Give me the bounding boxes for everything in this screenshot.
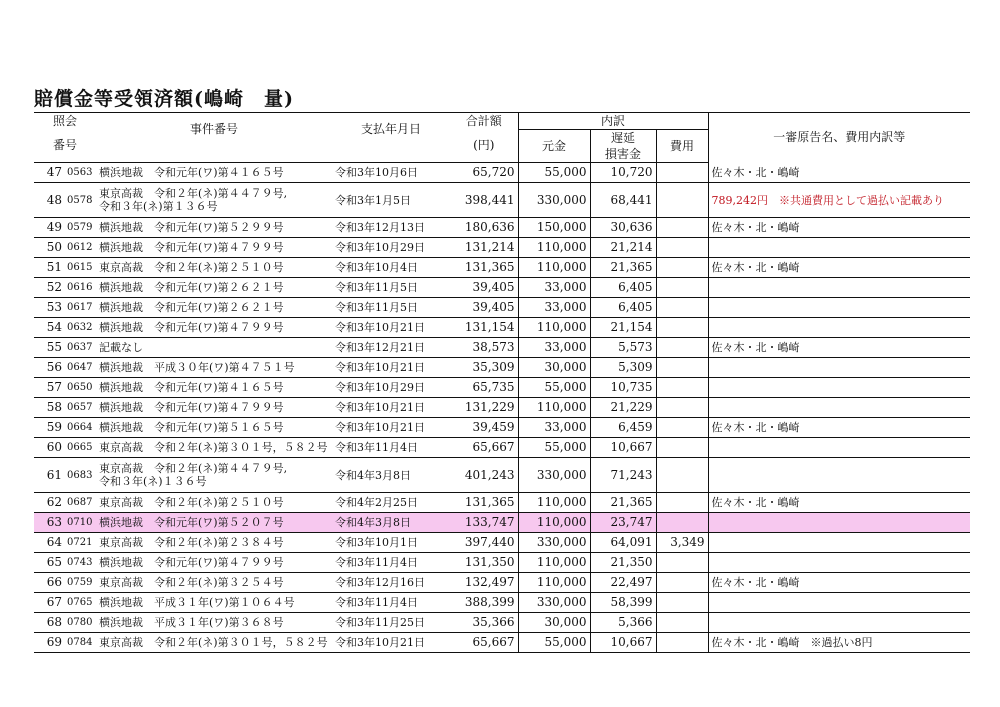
row-index: 69: [34, 633, 64, 653]
row-index: 59: [34, 418, 64, 438]
row-ref-number: 0664: [64, 418, 96, 438]
row-note: 佐々木・北・嶋崎: [708, 418, 970, 438]
row-court: 横浜地裁: [99, 616, 144, 629]
row-total: 388,399: [450, 593, 518, 613]
row-index: 68: [34, 613, 64, 633]
row-case: [96, 573, 332, 593]
row-index: 64: [34, 533, 64, 553]
row-principal: 55,000: [518, 378, 590, 398]
row-case-line1: 令和２年(ネ)第４４７９号,: [154, 462, 288, 475]
table-row: [34, 258, 970, 278]
row-index: 52: [34, 278, 64, 298]
row-note: [708, 438, 970, 458]
row-payment-date: 令和3年10月21日: [332, 633, 450, 653]
row-principal: 330,000: [518, 533, 590, 553]
row-payment-date: 令和3年10月21日: [332, 398, 450, 418]
row-index: 60: [34, 438, 64, 458]
row-index: 55: [34, 338, 64, 358]
row-note: [708, 378, 970, 398]
row-ref-number: 0563: [64, 163, 96, 183]
row-cost: [656, 513, 708, 533]
row-delay-damages: 5,309: [590, 358, 656, 378]
row-delay-damages: 21,154: [590, 318, 656, 338]
table-row: [34, 573, 970, 593]
row-case-line1: 令和２年(ネ)第３０１号，５８２号: [154, 441, 328, 454]
row-case-line1: 令和２年(ネ)第３２５４号: [154, 576, 284, 589]
row-case-line1: 令和元年(ワ)第５２９９号: [154, 221, 284, 234]
payment-ledger-table: [34, 112, 970, 653]
row-case: [96, 238, 332, 258]
row-ref-number: 0784: [64, 633, 96, 653]
row-payment-date: 令和3年10月6日: [332, 163, 450, 183]
row-cost: [656, 183, 708, 218]
row-principal: 110,000: [518, 318, 590, 338]
table-row: [34, 553, 970, 573]
row-ref-number: 0647: [64, 358, 96, 378]
row-total: 131,350: [450, 553, 518, 573]
row-case: [96, 338, 332, 358]
row-case-line1: 令和２年(ネ)第３０１号，５８２号: [154, 636, 328, 649]
row-court: 横浜地裁: [99, 401, 144, 414]
row-case: [96, 613, 332, 633]
row-case-line1: 令和２年(ネ)第２５１０号: [154, 261, 284, 274]
row-court: 東京高裁: [99, 261, 144, 274]
row-note: [708, 238, 970, 258]
row-cost: [656, 438, 708, 458]
row-payment-date: 令和3年10月1日: [332, 533, 450, 553]
row-case: [96, 633, 332, 653]
row-court: 横浜地裁: [99, 241, 144, 254]
row-total: 38,573: [450, 338, 518, 358]
row-index: 53: [34, 298, 64, 318]
row-delay-damages: 21,365: [590, 493, 656, 513]
row-cost: [656, 418, 708, 438]
row-delay-damages: 68,441: [590, 183, 656, 218]
row-total: 35,309: [450, 358, 518, 378]
row-payment-date: 令和3年12月13日: [332, 218, 450, 238]
row-index: 56: [34, 358, 64, 378]
row-principal: 150,000: [518, 218, 590, 238]
header-delay: 遅延: [590, 130, 656, 147]
header-cost: 費用: [656, 130, 708, 163]
row-cost: [656, 358, 708, 378]
row-total: 133,747: [450, 513, 518, 533]
row-index: 61: [34, 458, 64, 493]
row-principal: 55,000: [518, 633, 590, 653]
row-principal: 55,000: [518, 438, 590, 458]
row-total: 39,459: [450, 418, 518, 438]
row-note: [708, 613, 970, 633]
table-row: [34, 438, 970, 458]
row-case: [96, 183, 332, 218]
row-index: 62: [34, 493, 64, 513]
row-case: [96, 163, 332, 183]
table-row: [34, 358, 970, 378]
row-cost: [656, 258, 708, 278]
row-case-line1: 令和元年(ワ)第４７９９号: [154, 401, 284, 414]
row-total: 131,365: [450, 258, 518, 278]
row-court: 横浜地裁: [99, 596, 144, 609]
row-ref-number: 0617: [64, 298, 96, 318]
row-case: [96, 218, 332, 238]
header-payment-date: 支払年月日: [332, 113, 450, 147]
table-row: [34, 218, 970, 238]
row-total: 131,229: [450, 398, 518, 418]
row-cost: [656, 573, 708, 593]
row-note: 佐々木・北・嶋崎: [708, 493, 970, 513]
row-payment-date: 令和4年3月8日: [332, 513, 450, 533]
row-note: [708, 398, 970, 418]
row-cost: [656, 593, 708, 613]
row-ref-number: 0665: [64, 438, 96, 458]
header-case-number: 事件番号: [96, 113, 332, 147]
row-ref-number: 0579: [64, 218, 96, 238]
row-cost: [656, 458, 708, 493]
row-cost: [656, 613, 708, 633]
row-case: [96, 458, 332, 493]
row-case: [96, 378, 332, 398]
table-row: [34, 278, 970, 298]
row-payment-date: 令和3年11月5日: [332, 278, 450, 298]
row-court: 横浜地裁: [99, 221, 144, 234]
row-payment-date: 令和3年11月5日: [332, 298, 450, 318]
table-row: [34, 163, 970, 183]
row-ref-number: 0657: [64, 398, 96, 418]
row-case-line1: 令和元年(ワ)第５１６５号: [154, 421, 284, 434]
row-case: [96, 358, 332, 378]
row-case-line1: 令和２年(ネ)第２５１０号: [154, 496, 284, 509]
row-principal: 330,000: [518, 183, 590, 218]
row-court: 横浜地裁: [99, 361, 144, 374]
row-court: 横浜地裁: [99, 421, 144, 434]
row-principal: 110,000: [518, 238, 590, 258]
row-cost: [656, 338, 708, 358]
row-ref-number: 0759: [64, 573, 96, 593]
row-note: 佐々木・北・嶋崎: [708, 573, 970, 593]
table-row: [34, 533, 970, 553]
row-total: 39,405: [450, 298, 518, 318]
row-court: 東京高裁: [99, 576, 144, 589]
row-court: 横浜地裁: [99, 516, 144, 529]
row-ref-number: 0683: [64, 458, 96, 493]
row-ref-number: 0632: [64, 318, 96, 338]
row-payment-date: 令和4年2月25日: [332, 493, 450, 513]
row-ref-number: 0612: [64, 238, 96, 258]
row-note: [708, 358, 970, 378]
document-title: 賠償金等受領済額(嶋崎 量): [34, 88, 294, 110]
row-note: 佐々木・北・嶋崎 ※過払い8円: [708, 633, 970, 653]
row-case-line1: 令和元年(ワ)第４７９９号: [154, 241, 284, 254]
row-note: 789,242円 ※共通費用として過払い記載あり: [708, 183, 970, 218]
row-index: 49: [34, 218, 64, 238]
row-ref-number: 0637: [64, 338, 96, 358]
row-cost: [656, 493, 708, 513]
header-principal: 元金: [518, 130, 590, 163]
header-ref-number-bottom: 番号: [34, 130, 96, 163]
row-court: 東京高裁: [99, 187, 144, 200]
row-case-line1: 令和元年(ワ)第２６２１号: [154, 301, 284, 314]
row-delay-damages: 10,720: [590, 163, 656, 183]
row-cost: [656, 218, 708, 238]
row-payment-date: 令和3年11月4日: [332, 553, 450, 573]
row-index: 54: [34, 318, 64, 338]
table-header: [34, 113, 970, 163]
row-case: [96, 553, 332, 573]
row-principal: 33,000: [518, 298, 590, 318]
row-index: 58: [34, 398, 64, 418]
row-index: 47: [34, 163, 64, 183]
table-row: [34, 398, 970, 418]
row-case: [96, 438, 332, 458]
row-case-line1: 令和元年(ワ)第４７９９号: [154, 321, 284, 334]
row-total: 65,720: [450, 163, 518, 183]
header-breakdown: 内訳: [518, 113, 708, 130]
row-ref-number: 0615: [64, 258, 96, 278]
row-case-line1: 平成３１年(ワ)第１０６４号: [154, 596, 295, 609]
row-index: 50: [34, 238, 64, 258]
row-total: 180,636: [450, 218, 518, 238]
row-case: [96, 278, 332, 298]
row-principal: 33,000: [518, 418, 590, 438]
row-payment-date: 令和3年10月21日: [332, 418, 450, 438]
row-case-line1: 令和元年(ワ)第５２０７号: [154, 516, 284, 529]
table-row: [34, 238, 970, 258]
row-ref-number: 0650: [64, 378, 96, 398]
row-payment-date: 令和3年10月29日: [332, 238, 450, 258]
header-delay-bottom: 損害金: [590, 146, 656, 163]
row-delay-damages: 10,667: [590, 438, 656, 458]
row-cost: [656, 238, 708, 258]
row-total: 65,735: [450, 378, 518, 398]
row-total: 35,366: [450, 613, 518, 633]
row-total: 39,405: [450, 278, 518, 298]
table-body: [34, 163, 970, 653]
row-payment-date: 令和3年11月4日: [332, 438, 450, 458]
row-principal: 330,000: [518, 593, 590, 613]
row-delay-damages: 6,405: [590, 278, 656, 298]
row-note: [708, 593, 970, 613]
row-payment-date: 令和3年10月29日: [332, 378, 450, 398]
row-court: 記載なし: [99, 341, 144, 354]
row-cost: [656, 298, 708, 318]
row-payment-date: 令和3年11月25日: [332, 613, 450, 633]
row-case-line1: 平成３１年(ワ)第３６８号: [154, 616, 284, 629]
table-row: [34, 183, 970, 218]
row-ref-number: 0765: [64, 593, 96, 613]
row-cost: [656, 633, 708, 653]
row-note: 佐々木・北・嶋崎: [708, 258, 970, 278]
row-ref-number: 0780: [64, 613, 96, 633]
row-principal: 30,000: [518, 613, 590, 633]
row-case: [96, 533, 332, 553]
row-principal: 33,000: [518, 278, 590, 298]
row-delay-damages: 21,350: [590, 553, 656, 573]
row-payment-date: 令和3年1月5日: [332, 183, 450, 218]
row-delay-damages: 23,747: [590, 513, 656, 533]
row-note: [708, 278, 970, 298]
table-row: [34, 338, 970, 358]
row-principal: 55,000: [518, 163, 590, 183]
row-cost: [656, 163, 708, 183]
row-case: [96, 318, 332, 338]
row-principal: 33,000: [518, 338, 590, 358]
row-delay-damages: 5,366: [590, 613, 656, 633]
row-court: 横浜地裁: [99, 381, 144, 394]
row-case-line1: 令和元年(ワ)第４１６５号: [154, 381, 284, 394]
row-cost: [656, 318, 708, 338]
row-total: 397,440: [450, 533, 518, 553]
table-row: [34, 593, 970, 613]
row-delay-damages: 30,636: [590, 218, 656, 238]
row-note: 佐々木・北・嶋崎: [708, 163, 970, 183]
row-delay-damages: 21,229: [590, 398, 656, 418]
row-principal: 110,000: [518, 398, 590, 418]
row-case-line1: 令和２年(ネ)第４４７９号,: [154, 187, 288, 200]
row-total: 398,441: [450, 183, 518, 218]
row-case: [96, 258, 332, 278]
row-note: [708, 513, 970, 533]
row-index: 63: [34, 513, 64, 533]
row-principal: 110,000: [518, 513, 590, 533]
row-delay-damages: 22,497: [590, 573, 656, 593]
table-row: [34, 318, 970, 338]
header-ref-number: 照会: [34, 113, 96, 130]
row-court: 東京高裁: [99, 496, 144, 509]
row-court: 東京高裁: [99, 441, 144, 454]
row-payment-date: 令和3年10月21日: [332, 318, 450, 338]
row-payment-date: 令和3年10月4日: [332, 258, 450, 278]
row-delay-damages: 58,399: [590, 593, 656, 613]
row-total: 401,243: [450, 458, 518, 493]
row-index: 66: [34, 573, 64, 593]
table-row: [34, 298, 970, 318]
table-row: [34, 378, 970, 398]
header-total-unit: (円): [450, 130, 518, 163]
row-index: 57: [34, 378, 64, 398]
row-case-line2: 令和３年(ネ)１３６号: [99, 475, 207, 488]
row-court: 東京高裁: [99, 536, 144, 549]
row-case: [96, 513, 332, 533]
row-court: 横浜地裁: [99, 301, 144, 314]
row-court: 東京高裁: [99, 462, 144, 475]
row-cost: [656, 553, 708, 573]
row-note: [708, 533, 970, 553]
row-principal: 110,000: [518, 553, 590, 573]
row-court: 横浜地裁: [99, 281, 144, 294]
row-ref-number: 0743: [64, 553, 96, 573]
table-row: [34, 633, 970, 653]
row-case-line1: 平成３０年(ワ)第４７５１号: [154, 361, 295, 374]
row-payment-date: 令和3年10月21日: [332, 358, 450, 378]
row-principal: 110,000: [518, 573, 590, 593]
row-ref-number: 0687: [64, 493, 96, 513]
row-court: 横浜地裁: [99, 321, 144, 334]
table-row: [34, 613, 970, 633]
row-index: 65: [34, 553, 64, 573]
row-delay-damages: 21,214: [590, 238, 656, 258]
header-total: 合計額: [450, 113, 518, 130]
row-delay-damages: 64,091: [590, 533, 656, 553]
row-case-line1: 令和元年(ワ)第２６２１号: [154, 281, 284, 294]
row-note: [708, 298, 970, 318]
row-note: [708, 318, 970, 338]
row-delay-damages: 10,667: [590, 633, 656, 653]
row-principal: 110,000: [518, 493, 590, 513]
row-case: [96, 398, 332, 418]
row-index: 51: [34, 258, 64, 278]
row-total: 132,497: [450, 573, 518, 593]
row-total: 131,214: [450, 238, 518, 258]
row-total: 65,667: [450, 438, 518, 458]
row-note: [708, 553, 970, 573]
row-note: 佐々木・北・嶋崎: [708, 338, 970, 358]
row-payment-date: 令和4年3月8日: [332, 458, 450, 493]
table-row: [34, 513, 970, 533]
row-case: [96, 493, 332, 513]
row-total: 131,365: [450, 493, 518, 513]
row-delay-damages: 5,573: [590, 338, 656, 358]
row-delay-damages: 10,735: [590, 378, 656, 398]
row-delay-damages: 6,459: [590, 418, 656, 438]
table-row: [34, 493, 970, 513]
row-court: 横浜地裁: [99, 556, 144, 569]
row-cost: [656, 398, 708, 418]
row-delay-damages: 71,243: [590, 458, 656, 493]
row-ref-number: 0710: [64, 513, 96, 533]
row-principal: 30,000: [518, 358, 590, 378]
row-ref-number: 0578: [64, 183, 96, 218]
row-delay-damages: 21,365: [590, 258, 656, 278]
row-case: [96, 593, 332, 613]
row-index: 67: [34, 593, 64, 613]
row-payment-date: 令和3年12月21日: [332, 338, 450, 358]
row-payment-date: 令和3年12月16日: [332, 573, 450, 593]
row-delay-damages: 6,405: [590, 298, 656, 318]
row-case: [96, 298, 332, 318]
row-case-line1: 令和２年(ネ)第２３８４号: [154, 536, 284, 549]
row-principal: 110,000: [518, 258, 590, 278]
row-case-line2: 令和３年(ネ)第１３６号: [99, 200, 218, 213]
row-total: 131,154: [450, 318, 518, 338]
table-row: [34, 458, 970, 493]
row-court: 横浜地裁: [99, 166, 144, 179]
row-ref-number: 0721: [64, 533, 96, 553]
row-cost: [656, 278, 708, 298]
row-index: 48: [34, 183, 64, 218]
header-notes: 一審原告名、費用内訳等: [708, 113, 970, 163]
row-note: 佐々木・北・嶋崎: [708, 218, 970, 238]
row-case-line1: 令和元年(ワ)第４１６５号: [154, 166, 284, 179]
row-court: 東京高裁: [99, 636, 144, 649]
table-row: [34, 418, 970, 438]
row-case-line1: 令和元年(ワ)第４７９９号: [154, 556, 284, 569]
row-principal: 330,000: [518, 458, 590, 493]
row-note: [708, 458, 970, 493]
row-cost: 3,349: [656, 533, 708, 553]
row-payment-date: 令和3年11月4日: [332, 593, 450, 613]
row-ref-number: 0616: [64, 278, 96, 298]
row-cost: [656, 378, 708, 398]
row-total: 65,667: [450, 633, 518, 653]
row-case: [96, 418, 332, 438]
